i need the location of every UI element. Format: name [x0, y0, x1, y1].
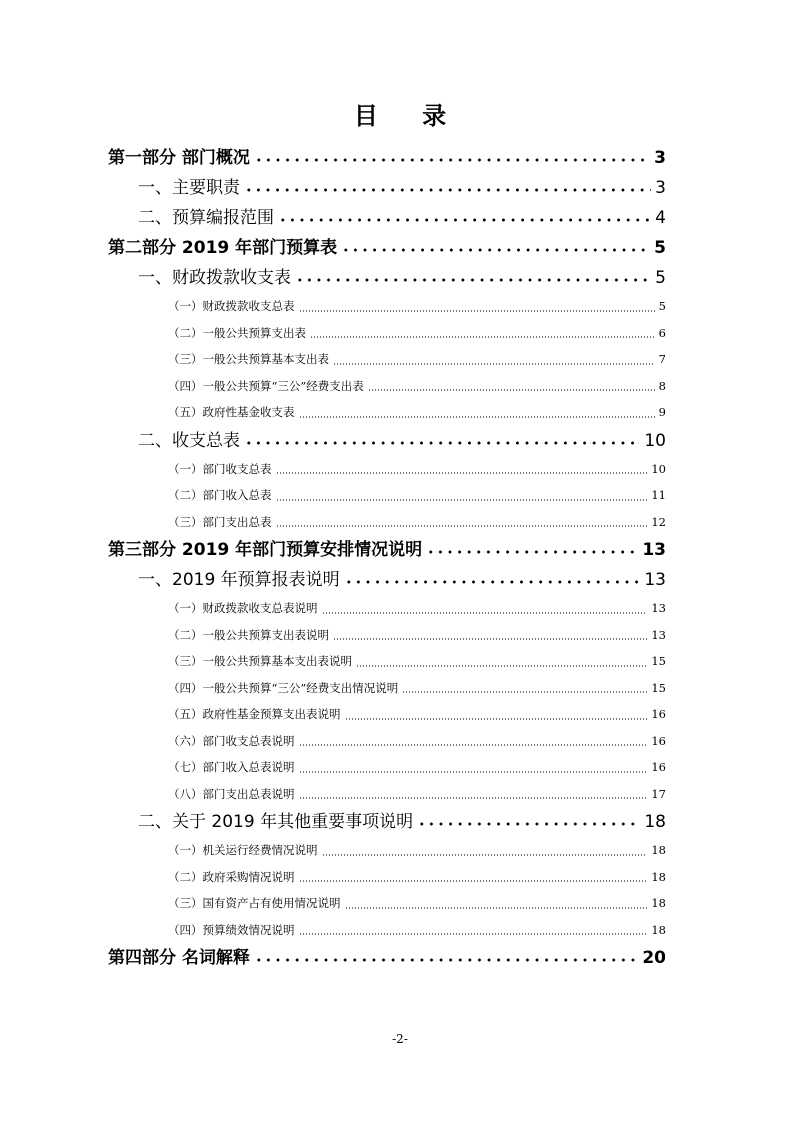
toc-entry-page: 13	[642, 540, 666, 560]
toc-subsection-entry[interactable]	[108, 622, 666, 649]
toc-entry-label: 第一部分 部门概况	[108, 148, 250, 168]
toc-subsection-entry[interactable]	[108, 373, 666, 400]
toc-dot-leader	[310, 336, 655, 338]
toc-entry-page: 6	[658, 325, 666, 340]
toc-part-entry[interactable]	[108, 233, 666, 263]
toc-dot-leader	[244, 186, 651, 194]
toc-entry-label: 二、关于 2019 年其他重要事项说明	[138, 812, 414, 832]
toc-dot-leader	[299, 771, 648, 773]
toc-dot-leader	[299, 744, 648, 746]
toc-entry-label: （四）一般公共预算“三公”经费支出表	[168, 378, 364, 393]
toc-dot-leader	[276, 472, 648, 474]
toc-entry-label: （四）预算绩效情况说明	[168, 922, 295, 937]
toc-dot-leader	[402, 691, 647, 693]
toc-dot-leader	[356, 665, 647, 667]
toc-dot-leader	[254, 156, 650, 164]
table-of-contents	[108, 143, 666, 973]
toc-subsection-entry[interactable]	[108, 595, 666, 622]
toc-entry-label: （二）政府采购情况说明	[168, 869, 295, 884]
toc-subsection-entry[interactable]	[108, 728, 666, 755]
toc-dot-leader	[254, 956, 638, 964]
toc-subsection-entry[interactable]	[108, 675, 666, 702]
toc-entry-page: 16	[651, 707, 666, 721]
toc-entry-label: 第四部分 名词解释	[108, 948, 250, 968]
toc-entry-label: （二）一般公共预算支出表说明	[168, 627, 329, 642]
toc-entry-label: 二、收支总表	[138, 430, 240, 451]
toc-part-entry[interactable]	[108, 535, 666, 565]
toc-entry-page: 17	[651, 786, 666, 801]
toc-dot-leader	[276, 525, 648, 527]
toc-entry-label: （一）财政拨款收支总表	[168, 299, 295, 313]
toc-entry-page: 4	[655, 208, 666, 228]
toc-entry-page: 20	[642, 948, 666, 968]
toc-subsection-entry[interactable]	[108, 917, 666, 944]
toc-subsection-entry[interactable]	[108, 482, 666, 509]
toc-dot-leader	[295, 276, 651, 284]
toc-subsection-entry[interactable]	[108, 648, 666, 675]
toc-section-entry[interactable]	[108, 263, 666, 293]
toc-subsection-entry[interactable]	[108, 701, 666, 728]
toc-dot-leader	[299, 310, 655, 312]
toc-subsection-entry[interactable]	[108, 781, 666, 808]
toc-subsection-entry[interactable]	[108, 837, 666, 864]
toc-section-entry[interactable]	[108, 203, 666, 233]
toc-subsection-entry[interactable]	[108, 399, 666, 426]
toc-subsection-entry[interactable]	[108, 320, 666, 347]
toc-entry-page: 15	[651, 654, 666, 668]
toc-entry-page: 5	[655, 268, 666, 288]
toc-dot-leader	[299, 933, 648, 935]
toc-entry-label: （四）一般公共预算“三公”经费支出情况说明	[168, 680, 399, 695]
toc-dot-leader	[276, 499, 648, 501]
toc-entry-page: 18	[651, 922, 666, 937]
toc-entry-label: 一、财政拨款收支表	[138, 268, 291, 288]
toc-entry-page: 9	[658, 405, 666, 419]
toc-dot-leader	[345, 718, 648, 720]
toc-entry-page: 18	[644, 812, 666, 832]
toc-entry-label: 二、预算编报范围	[138, 208, 274, 228]
toc-entry-page: 5	[658, 299, 666, 313]
toc-entry-page: 3	[655, 178, 666, 198]
toc-dot-leader	[299, 416, 655, 418]
toc-dot-leader	[368, 389, 655, 391]
toc-entry-page: 8	[658, 378, 666, 393]
page-number: -2-	[392, 1032, 408, 1046]
toc-entry-page: 15	[651, 680, 666, 695]
toc-dot-leader	[426, 548, 638, 556]
toc-section-entry[interactable]	[108, 807, 666, 837]
toc-dot-leader	[345, 907, 648, 909]
toc-section-entry[interactable]	[108, 173, 666, 203]
toc-entry-label: 一、主要职责	[138, 178, 240, 198]
toc-entry-label: （五）政府性基金收支表	[168, 405, 295, 419]
toc-dot-leader	[417, 820, 640, 828]
toc-subsection-entry[interactable]	[108, 293, 666, 320]
toc-entry-label: （一）部门收支总表	[168, 461, 272, 476]
toc-section-entry[interactable]	[108, 565, 666, 595]
toc-subsection-entry[interactable]	[108, 456, 666, 483]
toc-dot-leader	[299, 797, 648, 799]
toc-section-entry[interactable]	[108, 426, 666, 456]
toc-dot-leader	[333, 638, 647, 640]
toc-entry-label: （一）财政拨款收支总表说明	[168, 601, 318, 615]
toc-entry-page: 16	[651, 760, 666, 774]
toc-entry-label: （六）部门收支总表说明	[168, 733, 295, 748]
toc-entry-page: 18	[651, 896, 666, 910]
toc-entry-page: 11	[651, 488, 666, 502]
toc-entry-label: （三）国有资产占有使用情况说明	[168, 896, 341, 910]
toc-title: 目 录	[353, 101, 465, 130]
toc-dot-leader	[333, 363, 655, 365]
toc-part-entry[interactable]	[108, 943, 666, 973]
toc-entry-label: （三）一般公共预算基本支出表	[168, 352, 329, 366]
toc-dot-leader	[244, 439, 640, 447]
toc-entry-page: 18	[651, 869, 666, 884]
toc-entry-page: 13	[644, 570, 666, 590]
toc-entry-page: 13	[651, 601, 666, 615]
toc-entry-label: 第三部分 2019 年部门预算安排情况说明	[108, 540, 423, 560]
toc-entry-label: （二）一般公共预算支出表	[168, 325, 306, 340]
toc-subsection-entry[interactable]	[108, 864, 666, 891]
toc-entry-page: 13	[651, 627, 666, 642]
toc-subsection-entry[interactable]	[108, 509, 666, 536]
toc-subsection-entry[interactable]	[108, 346, 666, 373]
toc-entry-page: 12	[651, 514, 666, 529]
toc-part-entry[interactable]	[108, 143, 666, 173]
toc-entry-page: 7	[658, 352, 666, 366]
toc-dot-leader	[299, 880, 648, 882]
toc-entry-label: （一）机关运行经费情况说明	[168, 843, 318, 857]
toc-entry-label: （八）部门支出总表说明	[168, 786, 295, 801]
toc-dot-leader	[341, 246, 650, 254]
toc-dot-leader	[322, 612, 648, 614]
toc-dot-leader	[322, 854, 648, 856]
toc-entry-label: （五）政府性基金预算支出表说明	[168, 707, 341, 721]
toc-entry-page: 16	[651, 733, 666, 748]
toc-subsection-entry[interactable]	[108, 754, 666, 781]
toc-entry-label: （二）部门收入总表	[168, 488, 272, 502]
toc-entry-page: 3	[654, 148, 666, 168]
toc-entry-label: （三）一般公共预算基本支出表说明	[168, 654, 352, 668]
toc-entry-page: 5	[654, 238, 666, 258]
toc-dot-leader	[278, 216, 651, 224]
toc-subsection-entry[interactable]	[108, 890, 666, 917]
toc-entry-label: （七）部门收入总表说明	[168, 760, 295, 774]
toc-entry-label: 一、2019 年预算报表说明	[138, 570, 340, 590]
toc-entry-label: 第二部分 2019 年部门预算表	[108, 238, 338, 258]
toc-entry-page: 10	[651, 461, 666, 476]
toc-entry-page: 10	[644, 430, 666, 451]
toc-entry-label: （三）部门支出总表	[168, 514, 272, 529]
toc-dot-leader	[344, 578, 641, 586]
toc-entry-page: 18	[651, 843, 666, 857]
